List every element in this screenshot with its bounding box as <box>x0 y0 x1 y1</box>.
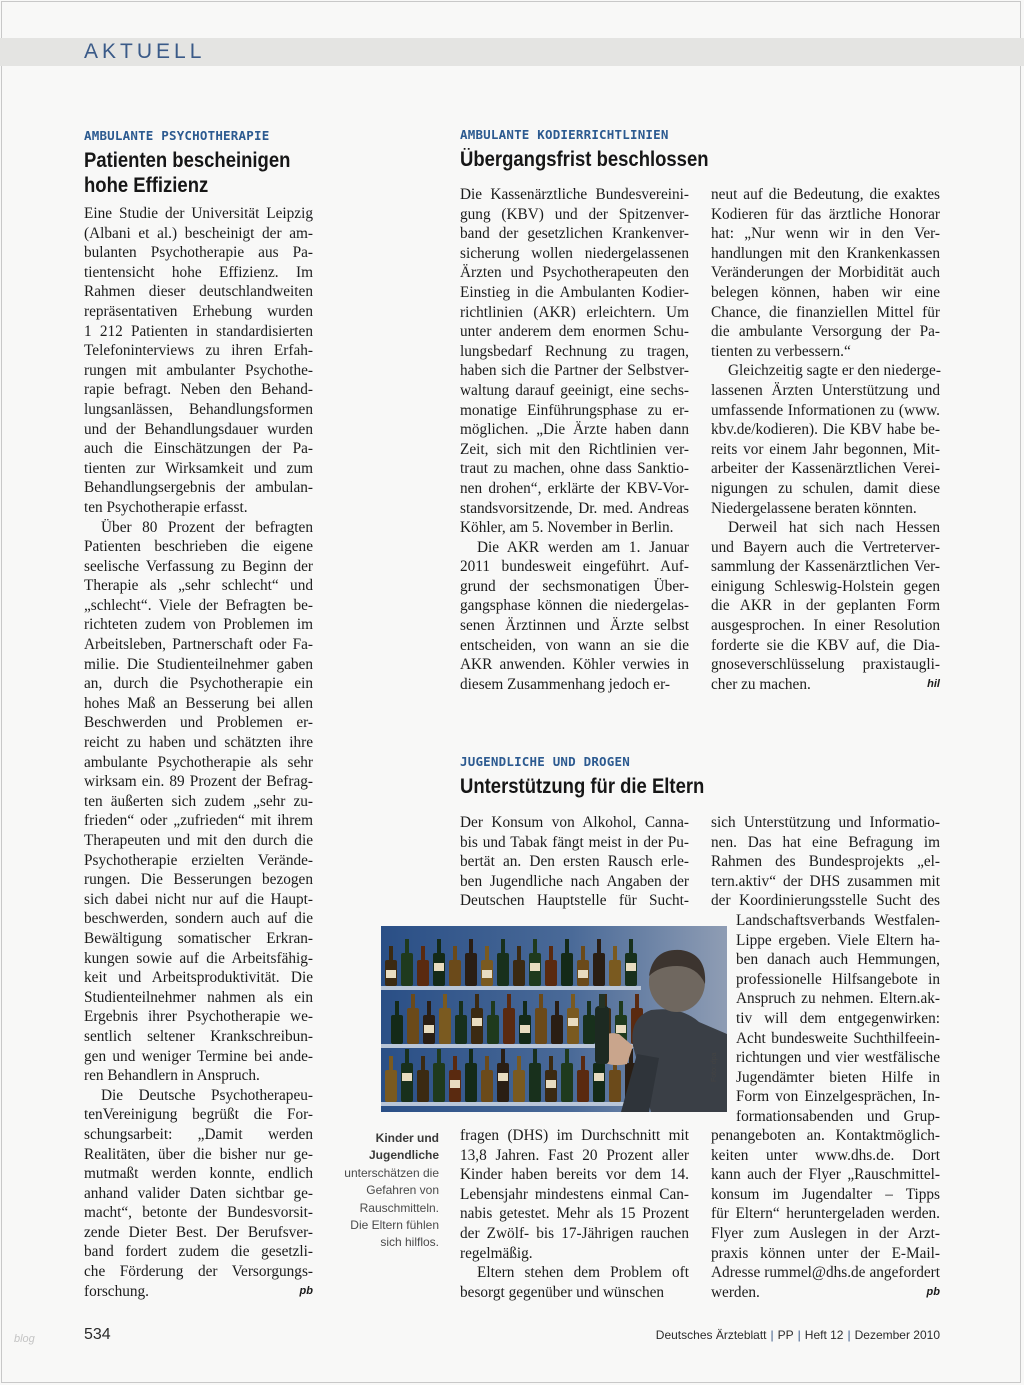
text-line: praxis können unter der E-Mail- <box>711 1244 940 1262</box>
bottle <box>583 1015 595 1044</box>
text-line: seelische Verfassung zu Beginn der <box>84 557 313 575</box>
text-line: einigung Schleswig-Holstein gegen <box>711 577 940 595</box>
text-line: sich Unterstützung und Informatio- <box>711 814 940 831</box>
text-line: tienten zur Wirksamkeit und zum <box>84 459 313 477</box>
text-line: handlungen mit den Krankenkassen <box>711 244 940 262</box>
bottle <box>609 960 621 986</box>
text-line-content: cher zu machen. <box>711 675 811 693</box>
text-line: macht“, betonte der Bundesvorsit- <box>84 1204 313 1222</box>
text-line: Zeit, sich mit den Richtlinien ver- <box>460 440 689 458</box>
footer-separator: | <box>797 1328 801 1342</box>
text-line: keiten unter www.dhs.de. Dort <box>711 1146 940 1164</box>
page-number: 534 <box>84 1326 111 1343</box>
text-line: ten äußerten sich zudem „sehr zu- <box>84 792 313 810</box>
text-line: belegen können, haben wir eine <box>711 283 940 301</box>
photo-caption <box>336 1130 439 1252</box>
bottle-neck <box>395 1001 399 1015</box>
text-line: auch die Einschätzungen der Pa- <box>84 440 313 458</box>
bottle-label <box>530 963 540 971</box>
text-line: an, durch die Psychotherapie ein <box>84 675 313 693</box>
bottle <box>385 1070 397 1102</box>
text-line: Form von Einzelgesprächen, In- <box>736 1088 940 1106</box>
bottle-neck <box>587 1001 591 1015</box>
bottle-neck <box>523 1001 527 1015</box>
article3-column2-narrow <box>736 911 940 1127</box>
bottle <box>593 953 605 986</box>
bottle-neck <box>533 939 537 953</box>
text-line: 13,8 Jahren. Fast 20 Prozent aller <box>460 1146 689 1164</box>
section-label: AKTUELL <box>84 40 206 63</box>
bottle <box>529 1063 541 1102</box>
bottle <box>513 960 525 986</box>
bottle-label <box>498 1073 508 1081</box>
text-line: Patienten beschrieben die eigene <box>84 538 313 556</box>
bottle <box>513 1070 525 1102</box>
text-line: unter anderem dem enormen Schu- <box>460 323 689 341</box>
watermark: blog <box>14 1333 35 1345</box>
text-line: waltung darauf geeinigt, eine sechs- <box>460 381 689 399</box>
text-line: gangsphase können die niedergelas- <box>460 597 689 615</box>
bottle <box>497 953 509 986</box>
text-line: Die Kassenärztliche Bundesvereini- <box>460 186 689 203</box>
text-line: richteten zudem von Problemen im <box>84 616 313 634</box>
bottle <box>593 1063 605 1102</box>
text-line: ben danach auch Hemmungen, <box>736 951 940 969</box>
article2-column2 <box>711 185 940 694</box>
text-line: rungen. Die Besserungen bezogen <box>84 871 313 889</box>
caption-line: Gefahren von <box>366 1183 439 1198</box>
bottle <box>609 1070 621 1102</box>
text-line: regelmäßig. <box>460 1244 533 1262</box>
bottle-neck <box>427 1001 431 1015</box>
bottle-neck <box>421 946 425 960</box>
author-signature: pb <box>299 1284 313 1297</box>
article3-column2-bottom <box>711 1126 940 1302</box>
text-line: sicherung wollen niedergelassenen <box>460 244 689 262</box>
text-line: Therapie als „sehr schlecht“ und <box>84 577 313 595</box>
article2-column1 <box>460 185 689 694</box>
text-line: tiv will dem entgegenwirken: <box>736 1009 940 1027</box>
bottle <box>577 1070 589 1102</box>
text-line: konsum im Jugendalter – Tipps <box>711 1185 940 1203</box>
text-line: ben Jugendliche nach Angaben der <box>460 872 689 890</box>
caption-bold-line: Kinder und <box>375 1131 439 1145</box>
text-line: ausgesprochen. In einer Resolution <box>711 617 940 635</box>
text-line: der Koordinierungsstelle Sucht des <box>711 892 940 910</box>
text-line: die AKR in der geplanten Form <box>711 597 940 615</box>
text-line: tenVereinigung begrüßt die For- <box>84 1106 313 1124</box>
text-line: rungen mit ambulanter Psychothe- <box>84 361 313 379</box>
text-line: die ambulante Versorgung der Pa- <box>711 323 940 341</box>
text-line: Telefoninterviews zu ihren Erfah- <box>84 342 313 360</box>
bottle-neck <box>485 946 489 960</box>
text-line: der Zwölf- bis 17-Jährigen rauchen <box>460 1224 689 1242</box>
text-line: arbeiter der Kassenärztlichen Verei- <box>711 460 940 478</box>
text-line: Lebensjahr mindestens einmal Can- <box>460 1185 689 1203</box>
bottle-neck <box>539 994 543 1008</box>
text-line: forderte sie die KBV auf, die Dia- <box>711 636 940 654</box>
bottle-label <box>616 1025 626 1033</box>
article1-kicker: AMBULANTE PSYCHOTHERAPIE <box>84 128 270 143</box>
shelf-edge <box>381 986 641 990</box>
bottle <box>439 1008 451 1044</box>
caption-line: unterschätzen die <box>344 1165 439 1180</box>
text-line: schungsarbeit: „Damit werden <box>84 1125 313 1143</box>
bottle-label <box>546 1080 556 1088</box>
text-line: Die AKR werden am 1. Januar <box>477 538 689 556</box>
text-line: mutmaßt werden konnte, endlich <box>84 1165 313 1183</box>
text-line: entscheiden, von wann an sie die <box>460 636 689 654</box>
text-line: Ergebnis ihrer Psychotherapie we- <box>84 1008 313 1026</box>
text-line: grund der sechsmonatigen Über- <box>460 577 689 595</box>
text-line: und Bayern auch die Vertreterver- <box>711 538 940 556</box>
bottle-neck <box>565 939 569 953</box>
bottle <box>401 1063 413 1102</box>
bottle <box>417 960 429 986</box>
bottle-label <box>594 1073 604 1081</box>
text-line: tientensicht hohe Effizienz. Im <box>84 263 313 281</box>
text-line: gen und weniger Termine bei ande- <box>84 1047 313 1065</box>
bottle <box>391 1015 403 1044</box>
bottle-neck <box>619 1001 623 1015</box>
text-line-content: forschung. <box>84 1282 149 1300</box>
text-line: Adresse rummel@dhs.de angefordert <box>711 1264 940 1282</box>
text-line: band fordert zudem die gesetzli- <box>84 1243 313 1261</box>
bottle <box>417 1070 429 1102</box>
article3-headline: Unterstützung für die Eltern <box>460 775 705 798</box>
bottle <box>433 1063 445 1102</box>
bottle-label <box>424 1025 434 1033</box>
bottle-neck <box>437 1049 441 1063</box>
bottle-neck <box>491 1001 495 1015</box>
bottle-label <box>626 963 636 971</box>
text-line: senen Ärztinnen und Ärzte selbst <box>460 617 689 635</box>
text-line: Acht bundesweite Suchthilfeein- <box>736 1029 940 1047</box>
bottle-neck <box>405 939 409 953</box>
text-line: Gleichzeitig sagte er den niederge- <box>728 362 941 380</box>
article3-kicker: JUGENDLICHE UND DROGEN <box>460 754 630 769</box>
text-line: standsvorsitzende, Dr. med. Andreas <box>460 499 689 517</box>
text-line: lassenen Ärzten Unterstützung und <box>711 381 940 399</box>
text-line: gung (KBV) und der Spitzenver- <box>460 205 689 223</box>
bottle-neck <box>581 1056 585 1070</box>
bottle-neck <box>533 1049 537 1063</box>
text-line: Psychotherapie erzielten Verände- <box>84 851 313 869</box>
author-signature: pb <box>926 1285 940 1298</box>
text-line: professionelle Hilfsangebote in <box>736 970 940 988</box>
text-line: anhand valider Daten sichtbar ge- <box>84 1184 313 1202</box>
bottle-neck <box>581 946 585 960</box>
bottle <box>503 1008 515 1044</box>
bottle-neck <box>389 946 393 960</box>
bottle-label <box>386 970 396 978</box>
bottle-neck <box>459 1001 463 1015</box>
bottle <box>487 1015 499 1044</box>
text-line: bulanten Psychotherapie aus Pa- <box>84 244 313 262</box>
journal-date: Dezember 2010 <box>854 1328 940 1342</box>
bottle <box>561 953 573 986</box>
text-line: kbv.de/kodieren). Die KBV habe be- <box>711 421 940 439</box>
bottle <box>401 953 413 986</box>
text-line: hohes Maß an Besserung bei allen <box>84 694 313 712</box>
text-line: Flyer zum Auslegen in der Arzt- <box>711 1224 940 1242</box>
journal-edition: PP <box>777 1328 794 1342</box>
text-line <box>711 675 940 695</box>
journal-name: Deutsches Ärzteblatt <box>655 1328 767 1342</box>
text-line: Eltern stehen dem Problem oft <box>477 1264 689 1282</box>
text-line: repräsentativen Erhebung wurden <box>84 302 313 320</box>
text-line <box>84 1282 313 1302</box>
footer-separator: | <box>770 1328 774 1342</box>
text-line: bis und Tabak fängt meist in der Pu- <box>460 833 689 851</box>
text-line-content: werden. <box>711 1283 760 1301</box>
photo-credit: Foto: dpa <box>711 1052 718 1082</box>
text-line: lungsbedarf Rechnung zu tragen, <box>460 342 689 360</box>
bottle-neck <box>555 1001 559 1015</box>
text-line: Studienteilnehmer nahmen als ein <box>84 988 313 1006</box>
bottle-label <box>520 1025 530 1033</box>
text-line: Behandlungsergebnis der ambulan- <box>84 479 313 497</box>
bottle-neck <box>549 1056 553 1070</box>
author-signature: hil <box>927 677 940 690</box>
text-line: Rahmen des Bundesprojekts „el- <box>711 853 940 871</box>
text-line: richtlinien (AKR) erleichtern. Um <box>460 303 689 321</box>
bottle <box>535 1008 547 1044</box>
journal-issue: Heft 12 <box>804 1328 844 1342</box>
text-line: nigungen zu schulen, damit diese <box>711 479 940 497</box>
text-line: gnoseverschlüsselung praxistaugli- <box>711 656 940 674</box>
bottle-neck <box>469 1049 473 1063</box>
bottle <box>465 1063 477 1102</box>
text-line: fragen (DHS) im Durchschnitt mit <box>460 1127 689 1144</box>
article1-body <box>84 204 313 1301</box>
text-line: wirksam ein. 89 Prozent der Befrag- <box>84 773 313 791</box>
text-line: frieden“ oder „zufrieden“ mit ihrem <box>84 812 313 830</box>
bottle <box>455 1015 467 1044</box>
text-line: Arbeitsleben, Partnerschaft oder Fa- <box>84 636 313 654</box>
shelf-photo <box>381 926 727 1112</box>
bottle-neck <box>571 994 575 1008</box>
bottle-neck <box>501 1049 505 1063</box>
text-line: (Albani et al.) bescheinigt der am- <box>84 224 313 242</box>
bottle <box>551 1015 563 1044</box>
text-line: milie. Die Studienteilnehmer gaben <box>84 655 313 673</box>
text-line: sammlung der Kassenärztlichen Ver- <box>711 558 940 576</box>
bottle <box>465 953 477 986</box>
bottle-neck <box>485 1056 489 1070</box>
text-line: richtungen und vier westfälische <box>736 1049 940 1067</box>
bottle-neck <box>475 994 479 1008</box>
bottle-label <box>482 970 492 978</box>
text-line: bertät an. Den ersten Rausch erle- <box>460 853 689 871</box>
text-line: haben sich die Partner der Selbstver- <box>460 362 689 380</box>
text-line: Einstieg in die Ambulanten Kodier- <box>460 283 689 301</box>
bottle <box>561 1063 573 1102</box>
bottle-neck <box>549 946 553 960</box>
bottle <box>497 1063 509 1102</box>
bottle-neck <box>411 994 415 1008</box>
text-line: Köhler, am 5. November in Berlin. <box>460 519 674 537</box>
caption-line: Rauschmitteln. <box>359 1200 439 1215</box>
bottle-label <box>472 1018 482 1026</box>
text-line: Kinder haben bereits vor dem 14. <box>460 1166 689 1184</box>
text-line: che Förderung der Versorgungs- <box>84 1263 313 1281</box>
text-line: reits vor einem Jahr begonnen, Mit- <box>711 440 940 458</box>
text-line: Anspruch zu nehmen. Eltern.ak- <box>736 990 940 1008</box>
text-line: Landschaftsverbands Westfalen- <box>736 912 940 929</box>
bottle-label <box>402 1073 412 1081</box>
text-line: Bewältigung somatischer Erkran- <box>84 929 313 947</box>
text-line: sentlich seltener Krankschreibun- <box>84 1027 313 1045</box>
text-line: sich dabei nicht nur auf die Haupt- <box>84 890 313 908</box>
bottle-neck <box>389 1056 393 1070</box>
article3-column1-top <box>460 813 689 911</box>
footer-journal-info <box>656 1328 940 1342</box>
text-line: formationsabenden und Grup- <box>736 1107 940 1125</box>
text-line: kann auch der Flyer „Rauschmittel- <box>711 1166 940 1184</box>
bottle-label <box>434 963 444 971</box>
bottle-neck <box>437 939 441 953</box>
article1-headline-line2: hohe Effizienz <box>84 174 209 197</box>
caption-line: sich hilflos. <box>380 1235 439 1250</box>
footer-separator: | <box>847 1328 851 1342</box>
text-line: diesem Zusammenhang jedoch er- <box>460 675 670 693</box>
article2-kicker: AMBULANTE KODIERRICHTLINIEN <box>460 127 669 142</box>
article2-headline: Übergangsfrist beschlossen <box>460 148 709 171</box>
text-line: umfassende Informationen zu (www. <box>711 401 940 419</box>
text-line: und der Behandlungsdauer wurden <box>84 420 313 438</box>
bottle-neck <box>469 939 473 953</box>
text-line: Ärzten und Psychotherapeuten den <box>460 264 689 282</box>
text-line: tern.aktiv“ der DHS zusammen mit <box>711 872 940 890</box>
text-line: rapie befragt. Neben den Behand- <box>84 381 313 399</box>
text-line: möglichen. „Die Ärzte haben dann <box>460 421 689 439</box>
text-line: für Eltern“ heruntergeladen werden. <box>711 1205 940 1223</box>
text-line: tienten zu verbessern.“ <box>711 342 851 360</box>
text-line: nen. Das hat eine Befragung im <box>711 833 940 851</box>
bottle <box>407 1008 419 1044</box>
text-line: Lippe ergeben. Viele Eltern ha- <box>736 931 940 949</box>
bottle <box>481 1070 493 1102</box>
bottle-neck <box>507 994 511 1008</box>
article3-column2-top <box>711 813 940 911</box>
text-line: neut auf die Bedeutung, die exaktes <box>711 186 940 203</box>
text-line: traut zu machen, ohne dass Sanktio- <box>460 460 689 478</box>
text-line: 1 212 Patienten in standardisierten <box>84 322 313 340</box>
text-line: ten Psychotherapie erfasst. <box>84 498 248 516</box>
text-line: band der gesetzlichen Krankenver- <box>460 225 689 243</box>
text-line: monatige Einführungsphase zu er- <box>460 401 689 419</box>
text-line: Rahmen dieser deutschlandweiten <box>84 283 313 301</box>
text-line: reicht zu haben und schätzten ihre <box>84 734 313 752</box>
text-line: keit und Arbeitsproduktivität. Die <box>84 969 313 987</box>
text-line: lungsanlässen, Behandlungsformen <box>84 400 313 418</box>
text-line: beschwerden, sondern auch auf die <box>84 910 313 928</box>
bottle-neck <box>453 946 457 960</box>
bottle-label <box>568 1018 578 1026</box>
text-line: 2011 bundesweit eingeführt. Auf- <box>460 558 689 576</box>
text-line: Jugendämter bieten Hilfe in <box>736 1068 940 1086</box>
text-line: besorgt gegenüber und wünschen <box>460 1283 665 1301</box>
bottle-neck <box>597 939 601 953</box>
text-line: nen drohen“, erklärte der KBV-Vor- <box>460 479 689 497</box>
text-line: Beschwerden und Problemen er- <box>84 714 313 732</box>
bottle-neck <box>629 939 633 953</box>
bottle-neck <box>565 1049 569 1063</box>
text-line: kungen sowie auf die Arbeitsfähig- <box>84 949 313 967</box>
text-line: ren Behandlern in Anspruch. <box>84 1067 260 1085</box>
text-line: Die Deutsche Psychotherapeu- <box>101 1086 313 1104</box>
bottle <box>449 960 461 986</box>
bottle-neck <box>635 994 639 1008</box>
bottle-neck <box>517 946 521 960</box>
text-line: zende Dieter Best. Der Berufsver- <box>84 1223 313 1241</box>
bottle-neck <box>501 939 505 953</box>
bottle-neck <box>613 946 617 960</box>
bottle-label <box>450 1080 460 1088</box>
bottle-label <box>578 970 588 978</box>
bottle-neck <box>453 1056 457 1070</box>
article3-column1-bottom <box>460 1126 689 1302</box>
text-line: AKR anwenden. Köhler verwies in <box>460 656 689 674</box>
text-line <box>711 1283 940 1303</box>
caption-bold-line: Jugendliche <box>368 1148 439 1163</box>
text-line: Realitäten, über die bisher nur ge- <box>84 1145 313 1163</box>
text-line: Chance, die finanziellen Mittel für <box>711 303 940 321</box>
text-line: Derweil hat sich nach Hessen <box>728 519 940 537</box>
article1-headline-line1: Patienten bescheinigen <box>84 149 291 172</box>
text-line: nabis getestet. Mehr als 15 Prozent <box>460 1205 689 1223</box>
text-line: Deutschen Hauptstelle für Sucht- <box>460 892 689 910</box>
text-line: Über 80 Prozent der befragten <box>101 518 313 536</box>
text-line: „schlecht“. Viele der Befragten be- <box>84 596 313 614</box>
bottle-neck <box>443 994 447 1008</box>
text-line: penangeboten an. Kontaktmöglich- <box>711 1127 940 1144</box>
bottle <box>545 960 557 986</box>
text-line: ambulante Psychotherapie als sehr <box>84 753 313 771</box>
text-line: Der Konsum von Alkohol, Canna- <box>460 814 689 831</box>
text-line: Niedergelassene beraten könnten. <box>711 499 917 517</box>
text-line: Therapeuten und mit den durch die <box>84 832 313 849</box>
bottle-neck <box>517 1056 521 1070</box>
text-line: Kodieren für das ärztliche Honorar <box>711 205 940 223</box>
bottle-neck <box>405 1049 409 1063</box>
shelf-edge <box>381 1102 641 1106</box>
text-line: Eine Studie der Universität Leipzig <box>84 205 313 222</box>
caption-line: Die Eltern fühlen <box>350 1218 439 1233</box>
text-line: Veränderungen der Morbidität auch <box>711 264 940 282</box>
bottle-neck <box>421 1056 425 1070</box>
text-line: hat: „Nur wenn wir in den Ver- <box>711 225 940 243</box>
